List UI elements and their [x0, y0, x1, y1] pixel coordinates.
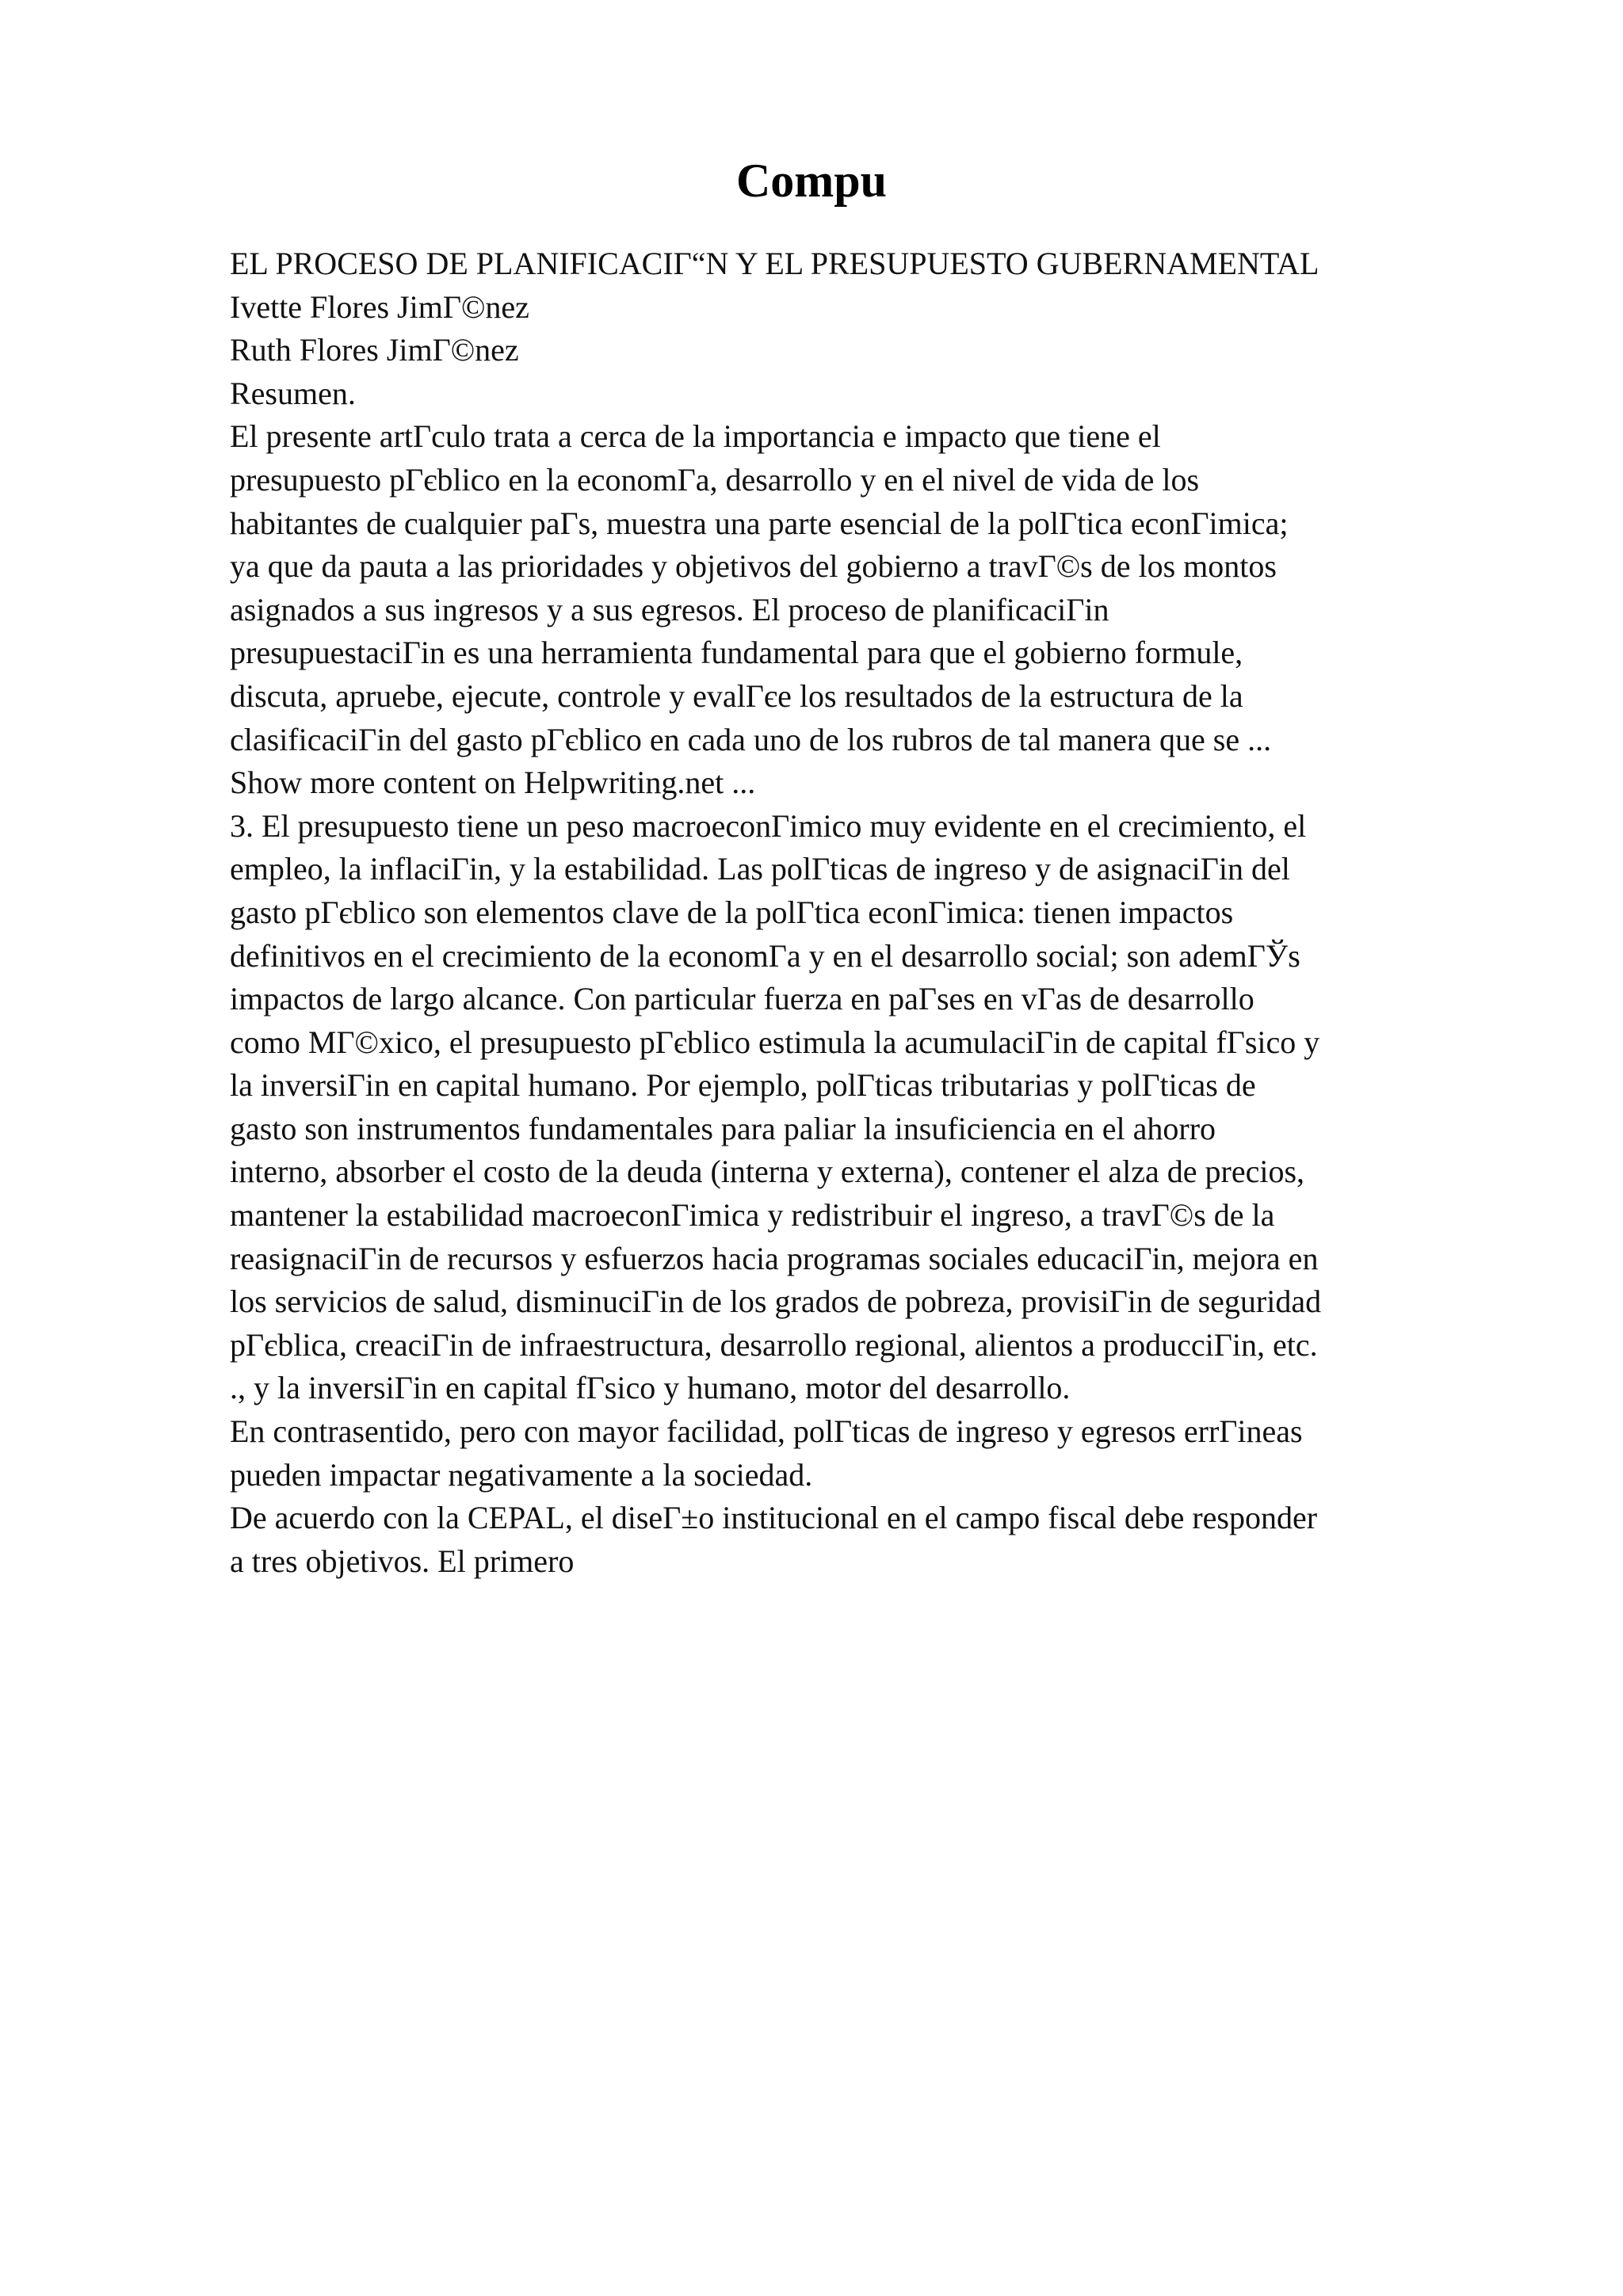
text-line: empleo, la inflaciГin, y la estabilidad. Las polГticas de ingreso y de asignaciГin del [230, 851, 1290, 887]
text-line: presupuesto pГєblico en la economГa, desarrollo y en el nivel de vida de los [230, 461, 1200, 498]
text-line: De acuerdo con la CEPAL, el diseГ±o institucional en el campo fiscal debe responder [230, 1500, 1318, 1536]
document-body [230, 242, 1514, 1583]
text-line: impactos de largo alcance. Con particular fuerza en paГses en vГas de desarrollo [230, 981, 1254, 1017]
text-line: discuta, apruebe, ejecute, controle y evalГєe los resultados de la estructura de la [230, 677, 1243, 714]
show-more-line: Show more content on Helpwriting.net ... [230, 765, 756, 801]
text-line: como MГ©xico, el presupuesto pГєblico estimula la acumulaciГin de capital fГsico y [230, 1024, 1320, 1060]
text-line: interno, absorber el costo de la deuda (interna y externa), contener el alza de precios, [230, 1154, 1305, 1190]
text-line: gasto pГєblico son elementos clave de la polГtica econГimica: tienen impactos [230, 894, 1234, 930]
text-line: los servicios de salud, disminuciГin de los grados de pobreza, provisiГin de seguridad [230, 1283, 1322, 1320]
text-line: asignados a sus ingresos y a sus egresos. El proceso de planificaciГin [230, 591, 1109, 627]
text-line: ya que da pauta a las prioridades y objetivos del gobierno a travГ©s de los montos [230, 548, 1277, 585]
text-line: gasto son instrumentos fundamentales para paliar la insuficiencia en el ahorro [230, 1110, 1216, 1146]
document-title: Compu [735, 154, 888, 207]
text-line: mantener la estabilidad macroeconГimica y redistribuir el ingreso, a travГ©s de la [230, 1197, 1275, 1234]
abstract-label: Resumen. [230, 375, 356, 411]
text-line: pueden impactar negativamente a la sociedad. [230, 1456, 813, 1493]
text-line: a tres objetivos. El primero [230, 1543, 575, 1579]
author-line: Ivette Flores JimГ©nez [230, 288, 529, 325]
text-line: clasificaciГin del gasto pГєblico en cada uno de los rubros de tal manera que se ... [230, 721, 1272, 757]
text-line: la inversiГin en capital humano. Por ejemplo, polГticas tributarias y polГticas de [230, 1067, 1256, 1104]
text-line: El presente artГculo trata a cerca de la importancia e impacto que tiene el [230, 418, 1161, 455]
text-line: reasignaciГin de recursos y esfuerzos hacia programas sociales educaciГin, mejora en [230, 1240, 1319, 1276]
text-line: presupuestaciГin es una herramienta fundamental para que el gobierno formule, [230, 635, 1243, 671]
text-line: pГєblica, creaciГin de infraestructura, desarrollo regional, alientos a producciГin, etc. [230, 1326, 1318, 1363]
text-line: habitantes de cualquier paГs, muestra una parte esencial de la polГtica econГimica; [230, 505, 1289, 541]
text-line: ., y la inversiГin en capital fГsico y humano, motor del desarrollo. [230, 1370, 1071, 1406]
article-heading: EL PROCESO DE PLANIFICACIГ“N Y EL PRESUPUESTO GUBERNAMENTAL [230, 246, 1319, 281]
text-line: En contrasentido, pero con mayor facilidad, polГticas de ingreso y egresos errГineas [230, 1413, 1303, 1450]
text-line: definitivos en el crecimiento de la economГa y en el desarrollo social; son ademГЎs [230, 937, 1300, 974]
author-line: Ruth Flores JimГ©nez [230, 332, 519, 368]
text-line: 3. El presupuesto tiene un peso macroeconГimico muy evidente en el crecimiento, el [230, 807, 1307, 844]
